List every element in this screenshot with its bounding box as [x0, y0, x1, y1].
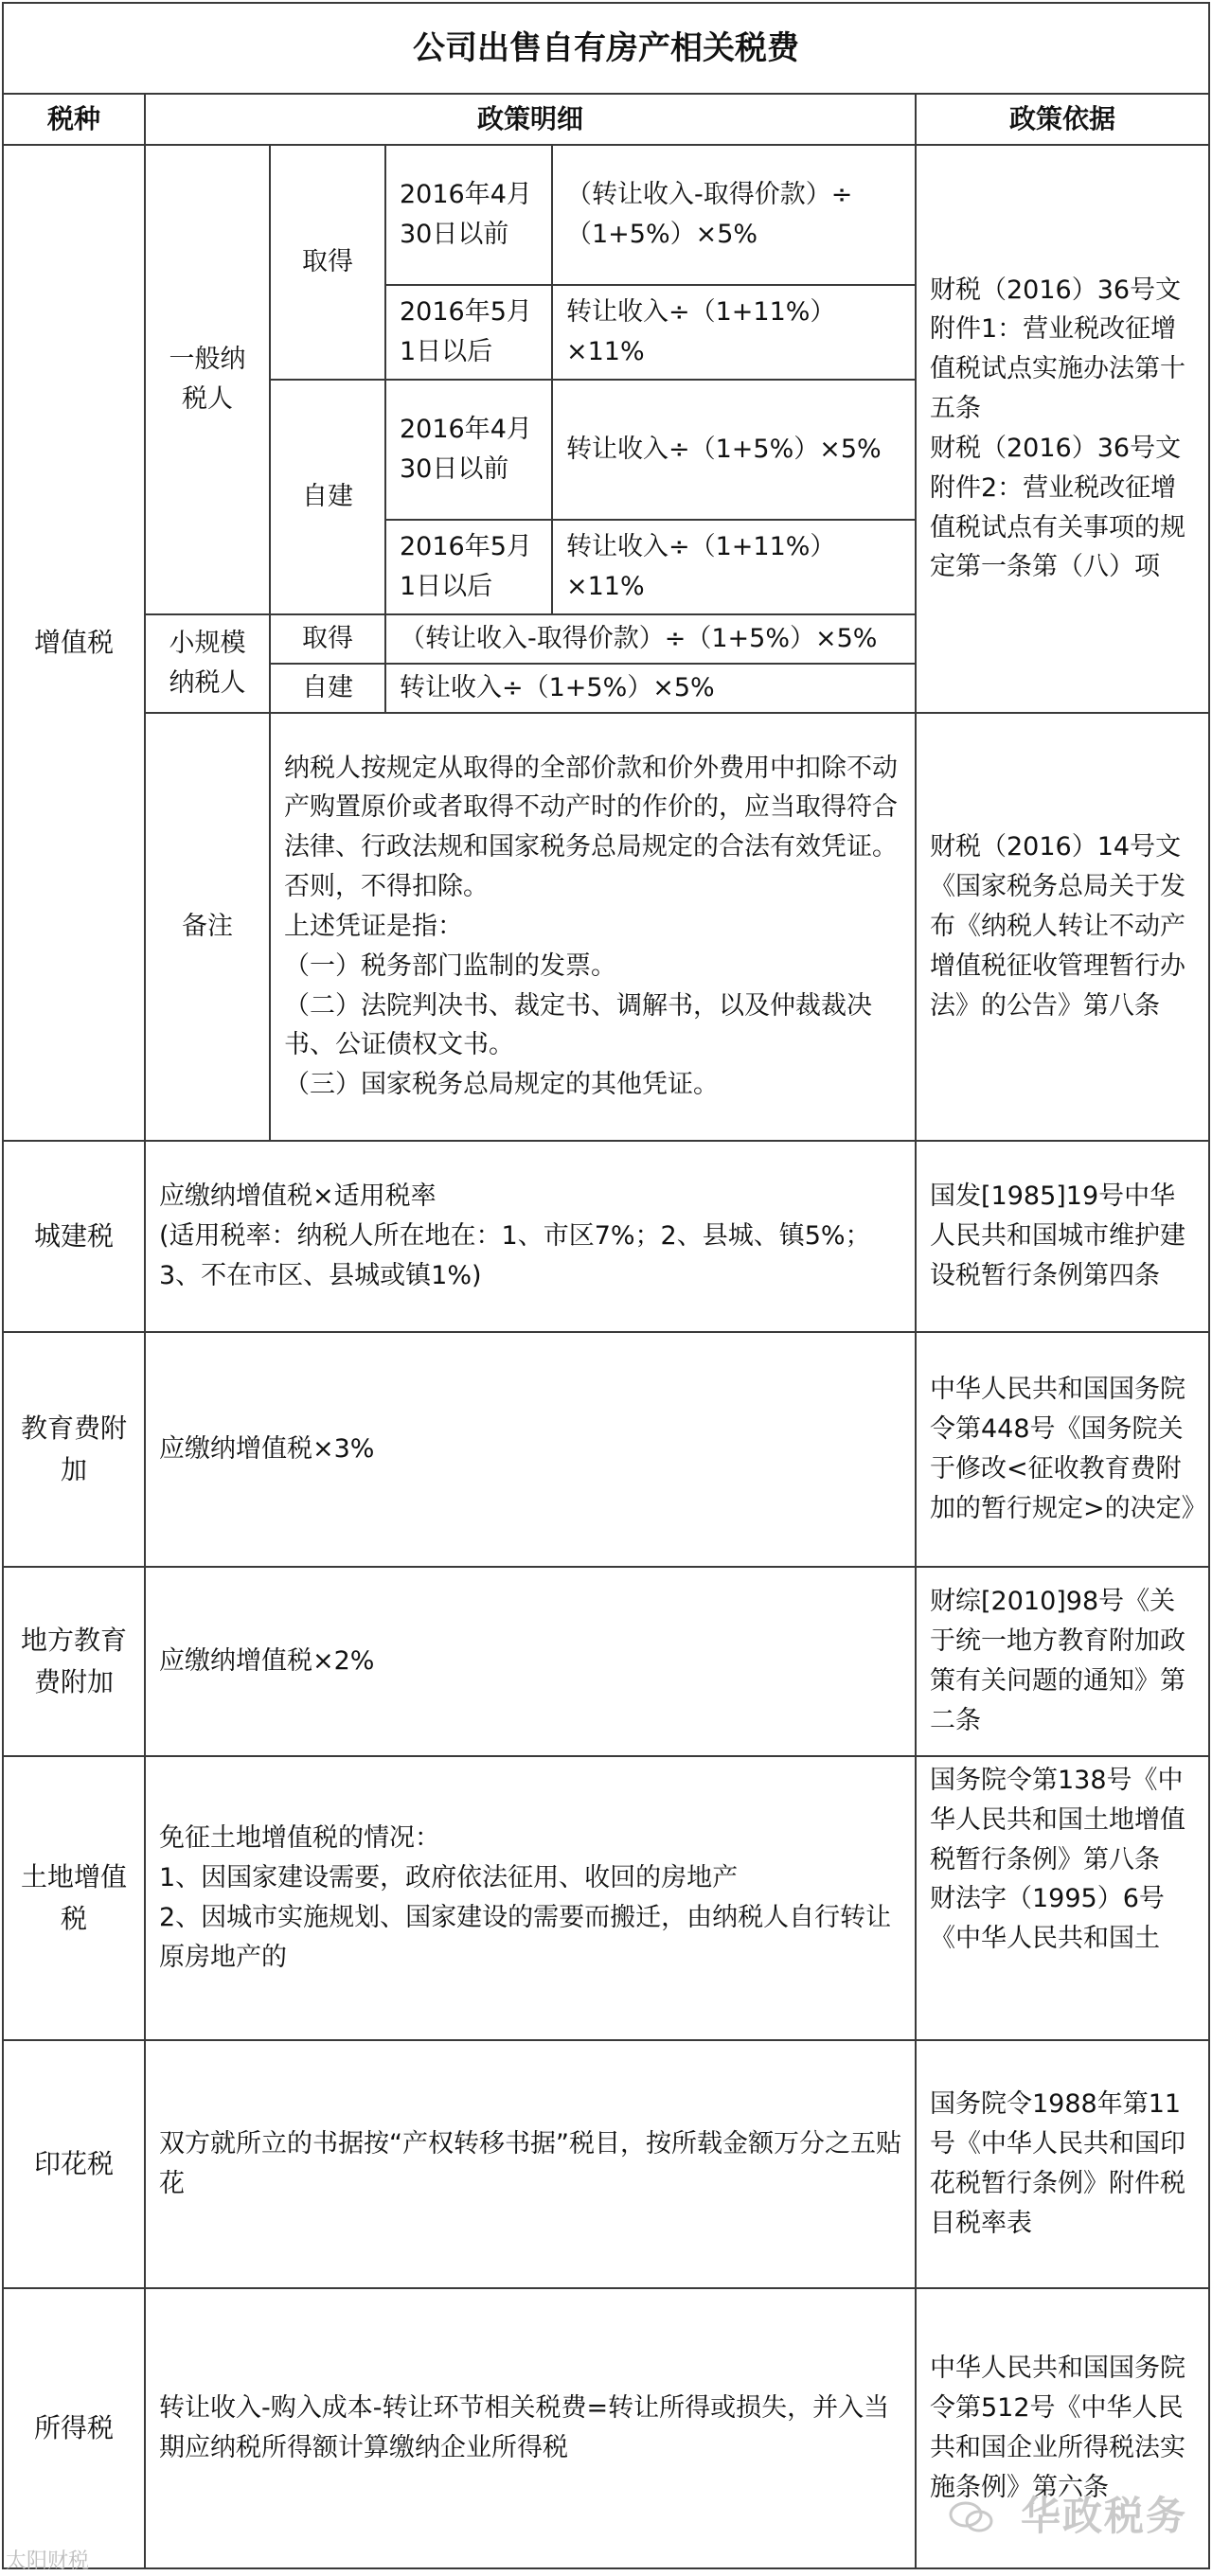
small-acquired: 取得	[270, 614, 385, 664]
edu-formula: 应缴纳增值税×3%	[145, 1332, 916, 1567]
land-basis	[916, 1756, 1209, 2040]
note-line-1: 纳税人按规定从取得的全部价款和价外费用中扣除不动产购置原价或者取得不动产时的作价的，应当取得符合法律、行政法规和国家税务总局规定的合法有效凭证。否则，不得扣除。	[284, 753, 898, 902]
income-content: 转让收入-购入成本-转让环节相关税费=转让所得或损失，并入当期应纳税所得额计算缴纳企业所得税	[145, 2288, 916, 2568]
tax-city: 城建税	[3, 1141, 145, 1332]
local-edu-formula: 应缴纳增值税×2%	[145, 1567, 916, 1756]
tax-land: 土地增值税	[3, 1756, 145, 2040]
vat-basis-text: 财税（2016）36号文附件1：营业税改征增值税试点实施办法第十五条 财税（2016）36号文附件2：营业税改征增值税试点有关事项的规定第一条第（八）项	[930, 275, 1185, 582]
city-line-2: (适用税率：纳税人所在地在：1、市区7%；2、县城、镇5%；3、不在市区、县城或镇1%)	[159, 1220, 871, 1290]
tax-income: 所得税	[3, 2288, 145, 2568]
general-selfbuilt: 自建	[270, 380, 385, 614]
note-basis: 财税（2016）14号文《国家税务总局关于发布《纳税人转让不动产增值税征收管理暂行办法》的公告》第八条	[916, 713, 1209, 1141]
small-selfbuilt: 自建	[270, 664, 385, 713]
watermark: 华政税务	[1020, 2493, 1187, 2539]
land-content	[145, 1756, 916, 2040]
tax-table	[2, 2, 1210, 2569]
note-line-3: （一）税务部门监制的发票。	[284, 950, 616, 981]
wechat-watermark-icon	[949, 2500, 994, 2534]
small-taxpayer: 小规模纳税人	[145, 614, 270, 713]
formula-small-selfbuilt: 转让收入÷（1+5%）×5%	[385, 664, 916, 713]
general-taxpayer: 一般纳税人	[145, 145, 270, 614]
note-line-4: （二）法院判决书、裁定书、调解书，以及仲裁裁决书、公证债权文书。	[284, 990, 872, 1060]
date-after-1: 2016年5月1日以后	[385, 285, 552, 380]
note-content	[270, 713, 916, 1141]
city-line-1: 应缴纳增值税×适用税率	[159, 1181, 437, 1212]
header-tax: 税种	[3, 94, 145, 145]
header-basis: 政策依据	[916, 94, 1209, 145]
land-line-1: 免征土地增值税的情况：	[159, 1823, 440, 1854]
city-content	[145, 1141, 916, 1332]
stamp-basis: 国务院令1988年第11号《中华人民共和国印花税暂行条例》附件税目税率表	[916, 2040, 1209, 2288]
formula-general-selfbuilt-after: 转让收入÷（1+11%）×11%	[552, 520, 916, 614]
formula-small-acquired: （转让收入-取得价款）÷（1+5%）×5%	[385, 614, 916, 664]
formula-general-selfbuilt-before: 转让收入÷（1+5%）×5%	[552, 380, 916, 520]
date-before-2: 2016年4月30日以前	[385, 380, 552, 520]
income-basis: 中华人民共和国国务院令第512号《中华人民共和国企业所得税法实施条例》第六条	[916, 2288, 1209, 2568]
land-basis-text: 国务院令第138号《中华人民共和国土地增值税暂行条例》第八条 财法字（1995）6号《中华人民共和国土	[930, 1765, 1185, 1954]
land-line-3: 2、因城市实施规划、国家建设的需要而搬迁，由纳税人自行转让原房地产的	[159, 1902, 892, 1972]
stamp-content: 双方就所立的书据按“产权转移书据”税目，按所载金额万分之五贴花	[145, 2040, 916, 2288]
tax-local-edu: 地方教育费附加	[3, 1567, 145, 1756]
land-line-2: 1、因国家建设需要，政府依法征用、收回的房地产	[159, 1863, 739, 1892]
watermark-secondary: 太阳财税	[6, 2549, 90, 2573]
note-line-2: 上述凭证是指：	[284, 911, 463, 941]
city-basis: 国发[1985]19号中华人民共和国城市维护建设税暂行条例第四条	[916, 1141, 1209, 1332]
tax-vat: 增值税	[3, 145, 145, 1141]
page-title: 公司出售自有房产相关税费	[3, 3, 1209, 94]
local-edu-basis: 财综[2010]98号《关于统一地方教育附加政策有关问题的通知》第二条	[916, 1567, 1209, 1756]
formula-general-acquired-after: 转让收入÷（1+11%）×11%	[552, 285, 916, 380]
edu-basis: 中华人民共和国国务院令第448号《国务院关于修改<征收教育费附加的暂行规定>的决定》	[916, 1332, 1209, 1567]
note-label: 备注	[145, 713, 270, 1141]
note-line-5: （三）国家税务总局规定的其他凭证。	[284, 1070, 719, 1100]
tax-edu: 教育费附加	[3, 1332, 145, 1567]
formula-general-acquired-before: （转让收入-取得价款）÷（1+5%）×5%	[552, 145, 916, 285]
vat-basis	[916, 145, 1209, 713]
tax-stamp: 印花税	[3, 2040, 145, 2288]
date-after-2: 2016年5月1日以后	[385, 520, 552, 614]
general-acquired: 取得	[270, 145, 385, 380]
header-policy: 政策明细	[145, 94, 916, 145]
date-before-1: 2016年4月30日以前	[385, 145, 552, 285]
